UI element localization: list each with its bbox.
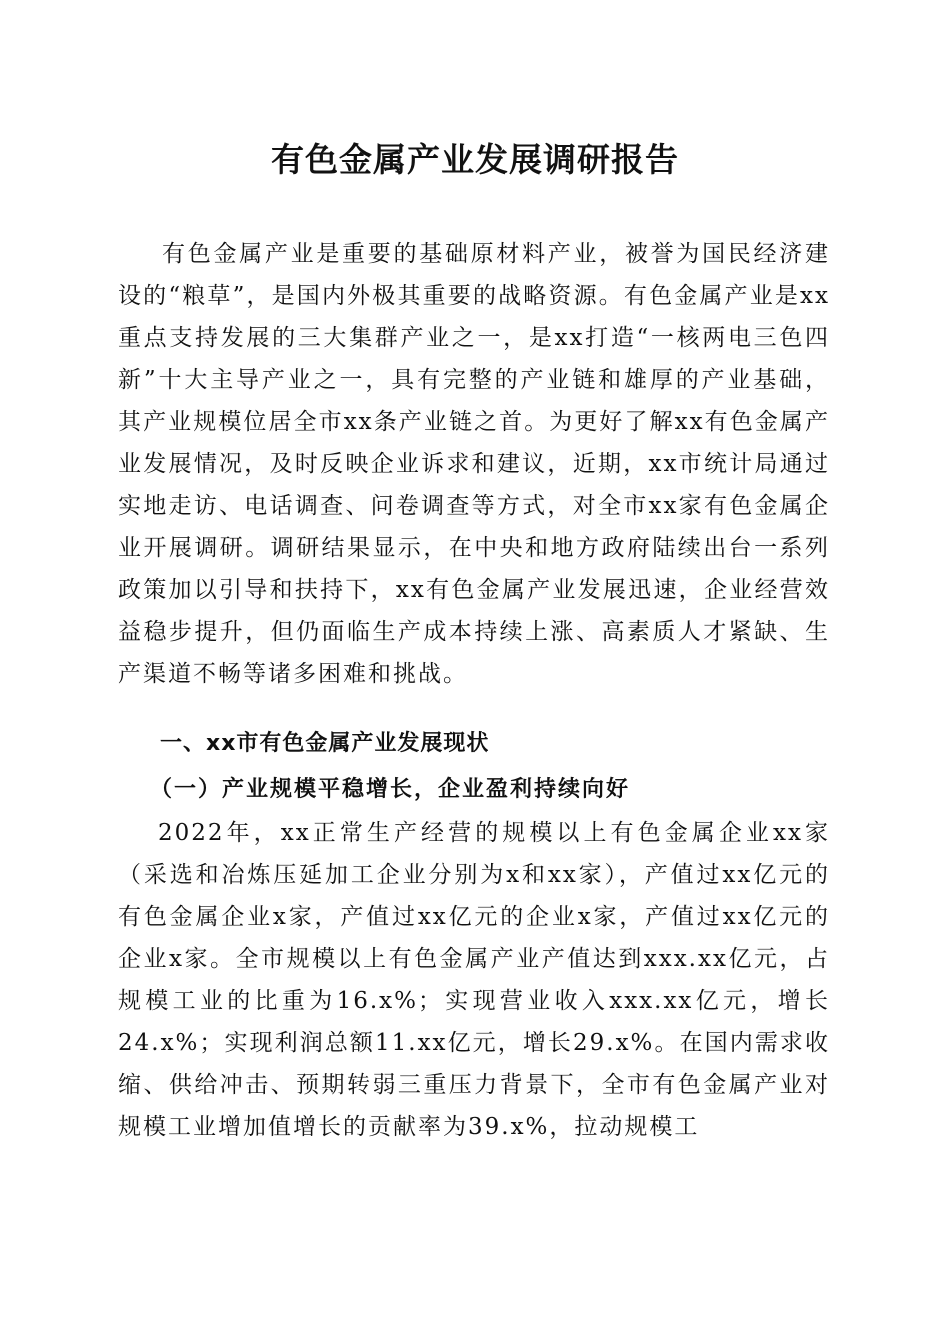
subsection-heading-1: （一）产业规模平稳增长，企业盈利持续向好 [150,776,631,802]
intro-paragraph: 有色金属产业是重要的基础原材料产业，被誉为国民经济建设的“粮草”，是国内外极其重要的战略资源。有色金属产业是xx重点支持发展的三大集群产业之一，是xx打造“一核两电三色四新”十大主导产业之一，具有完整的产业链和雄厚的产业基础，其产业规模位居全市xx条产业链之首。为更好了解xx有色金属产业发展情况，及时反映企业诉求和建议，近期，xx市统计局通过实地走访、电话调查、问卷调查等方式，对全市xx家有色金属企业开展调研。调研结果显示，在中央和地方政府陆续出台一系列政策加以引导和扶持下，xx有色金属产业发展迅速，企业经营效益稳步提升，但仍面临生产成本持续上涨、高素质人才紧缺、生产渠道不畅等诸多困难和挑战。 [118,241,830,687]
subsection-paragraph-1: 2022年，xx正常生产经营的规模以上有色金属企业xx家（采选和冶炼压延加工企业分别为x和xx家），产值过xx亿元的有色金属企业x家，产值过xx亿元的企业x家，产值过xx亿元的企业x家。全市规模以上有色金属产业产值达到xxx.xx亿元，占规模工业的比重为16.x%；实现营业收入xxx.xx亿元，增长24.x%；实现利润总额11.xx亿元，增长29.x%。在国内需求收缩、供给冲击、预期转弱三重压力背景下，全市有色金属产业对规模工业增加值增长的贡献率为39.x%，拉动规模工 [118,820,830,1140]
document-title: 有色金属产业发展调研报告 [271,140,679,179]
section-heading-1: 一、xx市有色金属产业发展现状 [160,731,490,756]
